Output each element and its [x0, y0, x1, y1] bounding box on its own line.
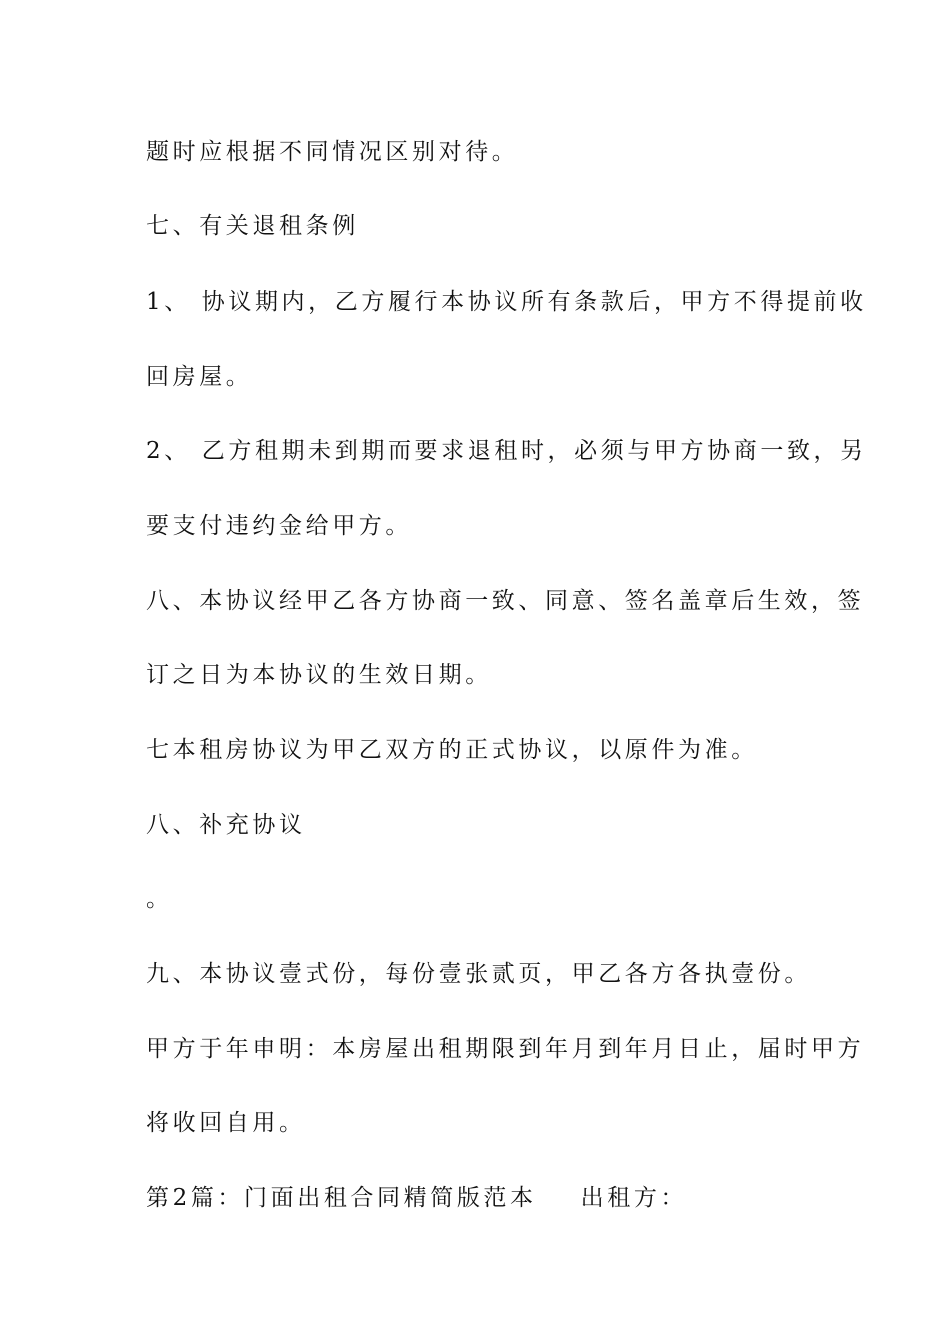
text-line: 九、本协议壹式份，每份壹张贰页，甲乙各方各执壹份。	[146, 961, 811, 987]
section-heading: 八、补充协议	[146, 812, 306, 838]
lessor-label: 出租方：	[580, 1185, 688, 1211]
text-line: 将收回自用。	[146, 1110, 306, 1136]
text-line: 2、 乙方租期未到期而要求退租时，必须与甲方协商一致，另	[146, 438, 867, 464]
text-line: 题时应根据不同情况区别对待。	[146, 139, 519, 165]
chapter-title-line	[146, 1183, 826, 1213]
text-line: 。	[146, 886, 173, 912]
text-line: 甲方于年申明：本房屋出租期限到年月到年月日止，届时甲方	[146, 1036, 865, 1062]
text-line: 1、 协议期内，乙方履行本协议所有条款后，甲方不得提前收	[146, 289, 867, 315]
text-line: 要支付违约金给甲方。	[146, 513, 412, 539]
text-line: 七本租房协议为甲乙双方的正式协议，以原件为准。	[146, 737, 758, 763]
text-line: 回房屋。	[146, 364, 253, 390]
section-heading: 七、有关退租条例	[146, 213, 359, 239]
text-line: 八、本协议经甲乙各方协商一致、同意、签名盖章后生效，签	[146, 588, 865, 614]
chapter-title: 第2篇：门面出租合同精简版范本	[146, 1185, 537, 1211]
text-line: 订之日为本协议的生效日期。	[146, 662, 492, 688]
